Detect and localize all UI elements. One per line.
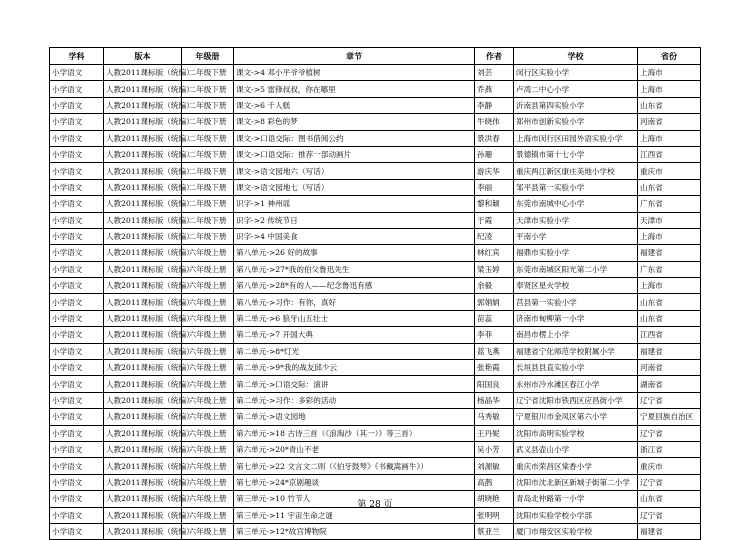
table-row [50,294,701,310]
cell-author: 黎和颖 [475,196,514,212]
cell-grade: 六年级上册 [182,441,234,457]
cell-chapter: 第二单元->6 狼牙山五壮士 [234,310,475,326]
cell-author: 张明明 [475,507,514,523]
cell-author: 景洪春 [475,130,514,146]
cell-chapter: 第三单元->10 竹节人 [234,491,475,507]
cell-school: 沈阳市实验学校小学部 [514,507,638,523]
cell-grade: 六年级上册 [182,376,234,392]
cell-author: 李静 [475,97,514,113]
cell-school: 莒县第一实验小学 [514,294,638,310]
cell-subject: 小学语文 [50,146,104,162]
cell-subject: 小学语文 [50,294,104,310]
cell-grade: 六年级上册 [182,310,234,326]
table-row [50,196,701,212]
header-school: 学校 [514,48,638,65]
cell-grade: 二年级下册 [182,81,234,97]
table-row [50,441,701,457]
cell-grade: 二年级下册 [182,179,234,195]
cell-grade: 六年级上册 [182,261,234,277]
cell-author: 游庆华 [475,163,514,179]
cell-province: 河南省 [638,114,701,130]
cell-grade: 六年级上册 [182,523,234,539]
cell-author: 高鹊 [475,474,514,490]
cell-subject: 小学语文 [50,114,104,130]
cell-school: 天津市实验小学 [514,212,638,228]
cell-school: 东莞市南城中心小学 [514,196,638,212]
table-row [50,392,701,408]
cell-school: 福鼎市实验小学 [514,245,638,261]
cell-province: 山东省 [638,294,701,310]
cell-province: 辽宁省 [638,392,701,408]
cell-subject: 小学语文 [50,310,104,326]
cell-edition: 人教2011课标版（统编） [104,179,182,195]
cell-subject: 小学语文 [50,163,104,179]
cell-edition: 人教2011课标版（统编） [104,474,182,490]
table-row [50,523,701,539]
cell-edition: 人教2011课标版（统编） [104,97,182,113]
cell-school: 重庆市荣昌区棠香小学 [514,458,638,474]
cell-edition: 人教2011课标版（统编） [104,507,182,523]
cell-edition: 人教2011课标版（统编） [104,196,182,212]
cell-edition: 人教2011课标版（统编） [104,146,182,162]
cell-province: 山东省 [638,491,701,507]
cell-edition: 人教2011课标版（统编） [104,360,182,376]
table-row [50,114,701,130]
cell-grade: 二年级下册 [182,212,234,228]
cell-edition: 人教2011课标版（统编） [104,458,182,474]
cell-subject: 小学语文 [50,409,104,425]
table-row [50,130,701,146]
table-row [50,474,701,490]
cell-chapter: 第六单元->20*青山不老 [234,441,475,457]
cell-author: 李菲 [475,327,514,343]
cell-province: 上海市 [638,228,701,244]
cell-chapter: 识字->1 神州谣 [234,196,475,212]
cell-chapter: 识字->2 传统节日 [234,212,475,228]
cell-subject: 小学语文 [50,474,104,490]
cell-school: 武义县壶山小学 [514,441,638,457]
cell-subject: 小学语文 [50,278,104,294]
cell-province: 天津市 [638,212,701,228]
cell-author: 吴小芳 [475,441,514,457]
cell-school: 沈阳市高明实验学校 [514,425,638,441]
cell-school: 景德镇市第十七小学 [514,146,638,162]
cell-subject: 小学语文 [50,425,104,441]
cell-chapter: 课文->语文园地七（写话） [234,179,475,195]
cell-chapter: 第二单元->8*灯光 [234,343,475,359]
cell-chapter: 课文->语文园地六（写话） [234,163,475,179]
cell-subject: 小学语文 [50,327,104,343]
cell-author: 杨晶华 [475,392,514,408]
cell-school: 平南小学 [514,228,638,244]
cell-school: 厦门市翔安区实验学校 [514,523,638,539]
cell-edition: 人教2011课标版（统编） [104,81,182,97]
cell-edition: 人教2011课标版（统编） [104,278,182,294]
cell-grade: 六年级上册 [182,507,234,523]
page-number: 第 28 页 [357,500,393,510]
header-author: 作者 [475,48,514,65]
cell-grade: 六年级上册 [182,491,234,507]
cell-school: 辽宁省沈阳市铁西区应昌街小学 [514,392,638,408]
cell-grade: 六年级上册 [182,327,234,343]
cell-subject: 小学语文 [50,523,104,539]
cell-school: 宁夏银川市金凤区第六小学 [514,409,638,425]
cell-edition: 人教2011课标版（统编） [104,245,182,261]
header-chapter: 章节 [234,48,475,65]
table-row [50,81,701,97]
cell-province: 宁夏回族自治区 [638,409,701,425]
table-row [50,278,701,294]
cell-author: 孙珊 [475,146,514,162]
table-row [50,343,701,359]
table-row [50,212,701,228]
table-row [50,65,701,81]
cell-chapter: 第八单元->28*有的人——纪念鲁迅有感 [234,278,475,294]
cell-chapter: 第二单元->9*我的战友邱少云 [234,360,475,376]
cell-chapter: 课文->4 邓小平爷爷植树 [234,65,475,81]
cell-grade: 六年级上册 [182,474,234,490]
header-grade: 年级册 [182,48,234,65]
cell-school: 上海市闵行区田园外语实验小学 [514,130,638,146]
cell-grade: 二年级下册 [182,163,234,179]
cell-subject: 小学语文 [50,81,104,97]
cell-chapter: 第二单元->口语交际：演讲 [234,376,475,392]
cell-grade: 六年级上册 [182,409,234,425]
cell-author: 阳国良 [475,376,514,392]
cell-author: 梁玉婷 [475,261,514,277]
cell-grade: 二年级下册 [182,196,234,212]
cell-province: 重庆市 [638,458,701,474]
cell-province: 山东省 [638,97,701,113]
lesson-table [49,47,701,540]
cell-school: 青岛北仲路第一小学 [514,491,638,507]
cell-edition: 人教2011课标版（统编） [104,491,182,507]
table-row [50,146,701,162]
table-row [50,163,701,179]
cell-province: 山东省 [638,310,701,326]
table-row [50,327,701,343]
cell-grade: 六年级上册 [182,245,234,261]
cell-grade: 二年级下册 [182,228,234,244]
cell-author: 马秀敏 [475,409,514,425]
cell-school: 长垣县县直实验小学 [514,360,638,376]
cell-author: 王丹妮 [475,425,514,441]
cell-school: 重庆两江新区康庄美地小学校 [514,163,638,179]
table-row [50,179,701,195]
cell-subject: 小学语文 [50,65,104,81]
cell-chapter: 第七单元->22 文言文二则（《伯牙鼓琴》《书戴嵩画牛》） [234,458,475,474]
cell-province: 广东省 [638,196,701,212]
cell-chapter: 第三单元->11 宇宙生命之谜 [234,507,475,523]
table-row [50,261,701,277]
cell-school: 济南市甸柳第一小学 [514,310,638,326]
cell-chapter: 识字->4 中国美食 [234,228,475,244]
header-row [50,48,701,65]
cell-author: 蓝飞燕 [475,343,514,359]
cell-province: 福建省 [638,343,701,359]
cell-chapter: 第六单元->18 古诗三首（《浪淘沙（其一）》等三首） [234,425,475,441]
cell-grade: 六年级上册 [182,294,234,310]
cell-subject: 小学语文 [50,343,104,359]
cell-chapter: 课文->口语交际：图书借阅公约 [234,130,475,146]
cell-chapter: 第二单元->习作：多彩的活动 [234,392,475,408]
cell-edition: 人教2011课标版（统编） [104,441,182,457]
cell-author: 胡晓艳 [475,491,514,507]
cell-school: 福建省宁化师范学校附属小学 [514,343,638,359]
cell-grade: 六年级上册 [182,343,234,359]
cell-chapter: 第七单元->24*京剧趣谈 [234,474,475,490]
cell-grade: 六年级上册 [182,458,234,474]
cell-edition: 人教2011课标版（统编） [104,65,182,81]
cell-author: 李丽 [475,179,514,195]
cell-subject: 小学语文 [50,212,104,228]
header-province: 省份 [638,48,701,65]
cell-province: 湖南省 [638,376,701,392]
cell-subject: 小学语文 [50,97,104,113]
cell-chapter: 第二单元->语文园地 [234,409,475,425]
cell-chapter: 第八单元->27*我的伯父鲁迅先生 [234,261,475,277]
cell-edition: 人教2011课标版（统编） [104,130,182,146]
cell-subject: 小学语文 [50,179,104,195]
cell-school: 永州市冷水滩区春江小学 [514,376,638,392]
cell-author: 余毅 [475,278,514,294]
cell-subject: 小学语文 [50,245,104,261]
cell-edition: 人教2011课标版（统编） [104,310,182,326]
cell-grade: 六年级上册 [182,360,234,376]
cell-school: 郑州市创新实验小学 [514,114,638,130]
cell-author: 牛晓伟 [475,114,514,130]
cell-province: 山东省 [638,179,701,195]
cell-province: 河南省 [638,360,701,376]
cell-school: 南昌市楞上小学 [514,327,638,343]
cell-subject: 小学语文 [50,196,104,212]
cell-chapter: 课文->8 彩色的梦 [234,114,475,130]
table-row [50,310,701,326]
table-row [50,376,701,392]
cell-chapter: 第八单元->习作：有你，真好 [234,294,475,310]
cell-chapter: 第三单元->12*故宫博物院 [234,523,475,539]
cell-province: 上海市 [638,81,701,97]
cell-province: 江西省 [638,146,701,162]
header-edition: 版本 [104,48,182,65]
cell-edition: 人教2011课标版（统编） [104,228,182,244]
cell-author: 蔡亚兰 [475,523,514,539]
table-row [50,409,701,425]
cell-author: 于霞 [475,212,514,228]
cell-grade: 六年级上册 [182,278,234,294]
cell-edition: 人教2011课标版（统编） [104,212,182,228]
cell-school: 沈阳市沈北新区新城子街第二小学 [514,474,638,490]
cell-province: 上海市 [638,278,701,294]
cell-subject: 小学语文 [50,376,104,392]
cell-province: 上海市 [638,130,701,146]
cell-school: 沂南县第四实验小学 [514,97,638,113]
cell-grade: 二年级下册 [182,146,234,162]
cell-grade: 六年级上册 [182,425,234,441]
cell-province: 辽宁省 [638,474,701,490]
cell-edition: 人教2011课标版（统编） [104,294,182,310]
cell-grade: 二年级下册 [182,130,234,146]
cell-edition: 人教2011课标版（统编） [104,114,182,130]
cell-subject: 小学语文 [50,491,104,507]
cell-chapter: 第二单元->7 开国大典 [234,327,475,343]
cell-province: 江西省 [638,327,701,343]
cell-author: 林红宾 [475,245,514,261]
table-row [50,228,701,244]
cell-author: 刘芸 [475,65,514,81]
cell-province: 福建省 [638,523,701,539]
table-row [50,97,701,113]
cell-school: 奉贤区星火学校 [514,278,638,294]
table-row [50,425,701,441]
cell-author: 张艳霞 [475,360,514,376]
cell-province: 辽宁省 [638,507,701,523]
cell-school: 闵行区实验小学 [514,65,638,81]
cell-edition: 人教2011课标版（统编） [104,261,182,277]
cell-subject: 小学语文 [50,130,104,146]
cell-school: 邹平县第一实验小学 [514,179,638,195]
table-row [50,245,701,261]
cell-chapter: 课文->6 千人糕 [234,97,475,113]
cell-edition: 人教2011课标版（统编） [104,425,182,441]
cell-province: 广东省 [638,261,701,277]
cell-author: 纪凌 [475,228,514,244]
cell-edition: 人教2011课标版（统编） [104,523,182,539]
cell-subject: 小学语文 [50,507,104,523]
cell-author: 乔燕 [475,81,514,97]
cell-subject: 小学语文 [50,392,104,408]
cell-subject: 小学语文 [50,261,104,277]
cell-edition: 人教2011课标版（统编） [104,163,182,179]
cell-chapter: 课文->5 雷锋叔叔，你在哪里 [234,81,475,97]
cell-grade: 二年级下册 [182,114,234,130]
cell-chapter: 课文->口语交际：推荐一部动画片 [234,146,475,162]
cell-province: 福建省 [638,245,701,261]
cell-grade: 六年级上册 [182,392,234,408]
cell-edition: 人教2011课标版（统编） [104,392,182,408]
cell-province: 浙江省 [638,441,701,457]
cell-grade: 二年级下册 [182,97,234,113]
cell-chapter: 第八单元->26 好的故事 [234,245,475,261]
cell-author: 苗蕊 [475,310,514,326]
cell-grade: 二年级下册 [182,65,234,81]
cell-school: 东莞市南城区阳光第二小学 [514,261,638,277]
cell-province: 上海市 [638,65,701,81]
cell-subject: 小学语文 [50,441,104,457]
cell-edition: 人教2011课标版（统编） [104,327,182,343]
cell-province: 辽宁省 [638,425,701,441]
cell-edition: 人教2011课标版（统编） [104,343,182,359]
cell-edition: 人教2011课标版（统编） [104,376,182,392]
table-row [50,360,701,376]
cell-subject: 小学语文 [50,228,104,244]
table-row [50,458,701,474]
cell-edition: 人教2011课标版（统编） [104,409,182,425]
cell-author: 刘源敏 [475,458,514,474]
cell-subject: 小学语文 [50,360,104,376]
cell-author: 郭娟娟 [475,294,514,310]
cell-school: 卢湾二中心小学 [514,81,638,97]
header-subject: 学科 [50,48,104,65]
cell-subject: 小学语文 [50,458,104,474]
cell-province: 重庆市 [638,163,701,179]
